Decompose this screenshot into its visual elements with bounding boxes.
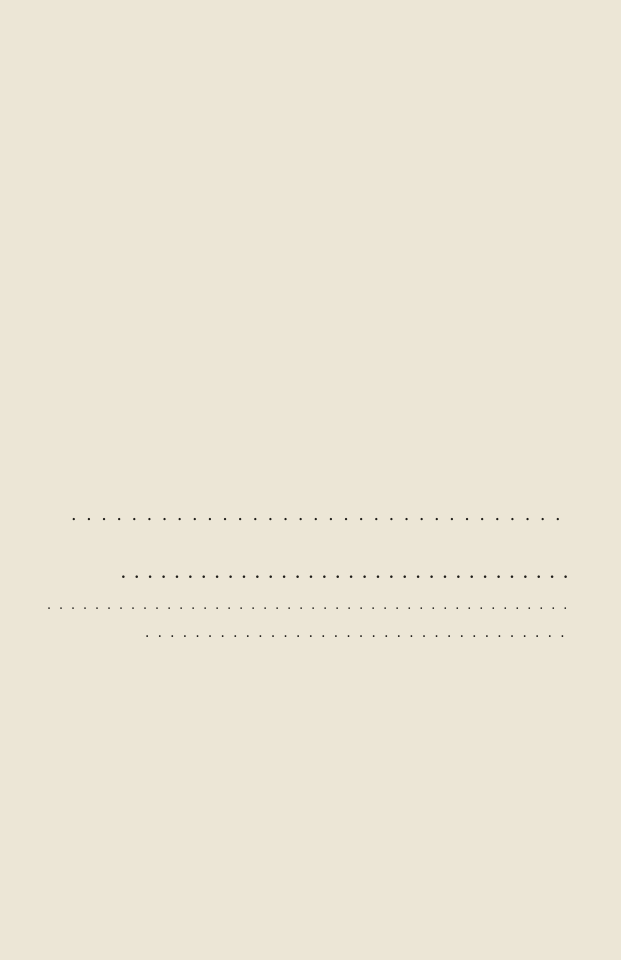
form-heading-row xyxy=(118,566,591,582)
subtitle-row xyxy=(68,505,591,525)
leader-dots xyxy=(47,597,570,612)
leader-dots xyxy=(145,625,570,641)
leader-dots xyxy=(121,566,568,582)
leader-dots xyxy=(71,505,568,525)
external-exam-row xyxy=(142,625,593,641)
instruments-row xyxy=(44,597,593,612)
